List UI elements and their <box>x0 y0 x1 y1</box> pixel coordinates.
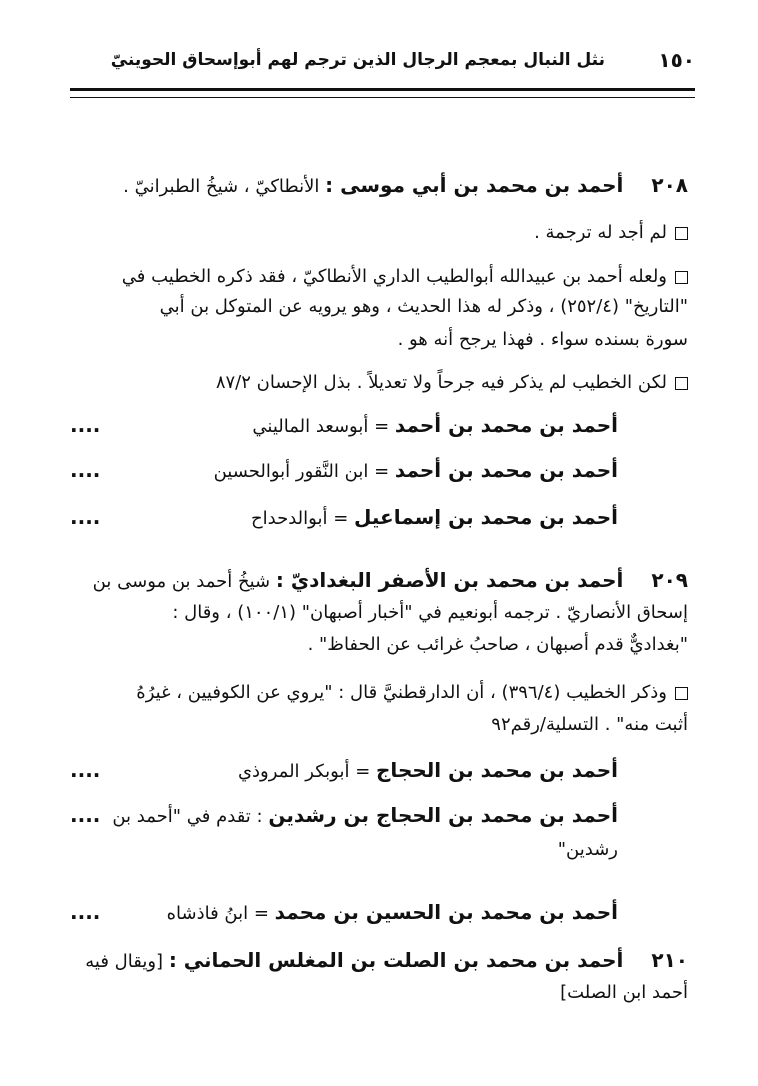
entry-number: ٢٠٨ <box>651 173 688 197</box>
cross-ref-name: أحمد بن محمد بن الحسين بن محمد <box>274 900 618 924</box>
note-text: أثبت منه" . التسلية/رقم٩٢ <box>491 714 688 735</box>
cross-ref-target: : تقدم في "أحمد بن <box>112 806 263 827</box>
entry-description: الأنطاكيّ ، شيخُ الطبرانيّ . <box>123 176 320 197</box>
entry-209-text <box>70 630 688 660</box>
cross-ref-name: أحمد بن محمد بن الحجاج <box>376 758 618 782</box>
cross-ref-target: = ابنُ فاذشاه <box>166 903 269 924</box>
entry-number: ٢٠٩ <box>651 568 688 592</box>
entry-name: أحمد بن محمد بن الأصفر البغداديّ : <box>275 568 624 592</box>
cross-ref <box>70 410 688 442</box>
note-text: لكن الخطيب لم يذكر فيه جرحاً ولا تعديلاً . بذل الإحسان ٨٧/٢ <box>215 372 667 393</box>
cross-ref-name: أحمد بن محمد بن إسماعيل <box>354 505 618 529</box>
cross-ref-cont <box>70 835 688 865</box>
entry-name: أحمد بن محمد بن الصلت بن المغلس الحماني : <box>168 948 624 972</box>
leader-dots: .... <box>70 458 101 482</box>
cross-ref <box>70 502 688 534</box>
cross-ref <box>70 455 688 487</box>
leader-dots: .... <box>70 505 101 529</box>
entry-209-note-1-cont <box>70 710 688 740</box>
entry-210-heading <box>70 945 688 977</box>
note-text: وذكر الخطيب (٣٩٦/٤) ، أن الدارقطنيَّ قال : "يروي عن الكوفيين ، غيرُهُ <box>136 682 667 703</box>
cross-ref-target: = ابن النَّقور أبوالحسين <box>213 461 390 482</box>
entry-208-note-2-cont <box>70 325 688 355</box>
entry-description: شيخُ أحمد بن موسى بن <box>92 571 271 592</box>
entry-209-note-1 <box>70 678 688 708</box>
cross-ref-target: = أبوالدحداح <box>251 508 349 529</box>
body-text: "بغداديٌّ قدم أصبهان ، صاحبُ غرائب عن الحفاظ" . <box>307 634 688 655</box>
cross-ref-name: أحمد بن محمد بن أحمد <box>394 413 618 437</box>
entry-name: أحمد بن محمد بن أبي موسى : <box>325 173 624 197</box>
body-text: إسحاق الأنصاريّ . ترجمه أبونعيم في "أخبار أصبهان" (١٠٠/١) ، وقال : <box>172 602 688 623</box>
leader-dots: .... <box>70 413 101 437</box>
entry-209-text <box>70 598 688 628</box>
cross-ref-name: أحمد بن محمد بن أحمد <box>394 458 618 482</box>
square-bullet-icon <box>675 377 688 390</box>
leader-dots: .... <box>70 900 101 924</box>
page-header <box>70 48 695 78</box>
note-text: ولعله أحمد بن عبيدالله أبوالطيب الداري الأنطاكيّ ، فقد ذكره الخطيب في <box>121 266 667 287</box>
entry-208-note-2 <box>70 262 688 292</box>
body-text: أحمد ابن الصلت] <box>560 982 688 1003</box>
header-rule <box>70 88 695 98</box>
entry-description: [ويقال فيه <box>85 951 164 972</box>
cross-ref-name: أحمد بن محمد بن الحجاج بن رشدين <box>268 803 618 827</box>
note-text: "التاريخ" (٢٥٢/٤) ، وذكر له هذا الحديث ، وهو يرويه عن المتوكل بن أبي <box>159 296 688 317</box>
entry-number: ٢١٠ <box>651 948 688 972</box>
leader-dots: .... <box>70 803 101 827</box>
entry-208-note-2-cont <box>70 292 688 322</box>
cross-ref-target: = أبوسعد الماليني <box>252 416 390 437</box>
cross-ref <box>70 755 688 787</box>
entry-209-heading <box>70 565 688 597</box>
square-bullet-icon <box>675 227 688 240</box>
entry-210-text <box>70 978 688 1008</box>
square-bullet-icon <box>675 687 688 700</box>
note-text: سورة بسنده سواء . فهذا يرجح أنه هو . <box>397 329 688 350</box>
square-bullet-icon <box>675 271 688 284</box>
entry-208-note-1 <box>70 218 688 248</box>
page-number: ١٥٠ <box>658 48 695 72</box>
cross-ref-target: = أبوبكر المروذي <box>237 761 371 782</box>
note-text: لم أجد له ترجمة . <box>534 222 667 243</box>
cross-ref <box>70 897 688 929</box>
cross-ref <box>70 800 688 832</box>
leader-dots: .... <box>70 758 101 782</box>
cross-ref-target: رشدين" <box>557 839 618 860</box>
entry-208-heading <box>70 170 688 202</box>
running-title: نثل النبال بمعجم الرجال الذين ترجم لهم أبوإسحاق الحوينيّ <box>110 50 605 70</box>
entry-208-note-3 <box>70 368 688 398</box>
